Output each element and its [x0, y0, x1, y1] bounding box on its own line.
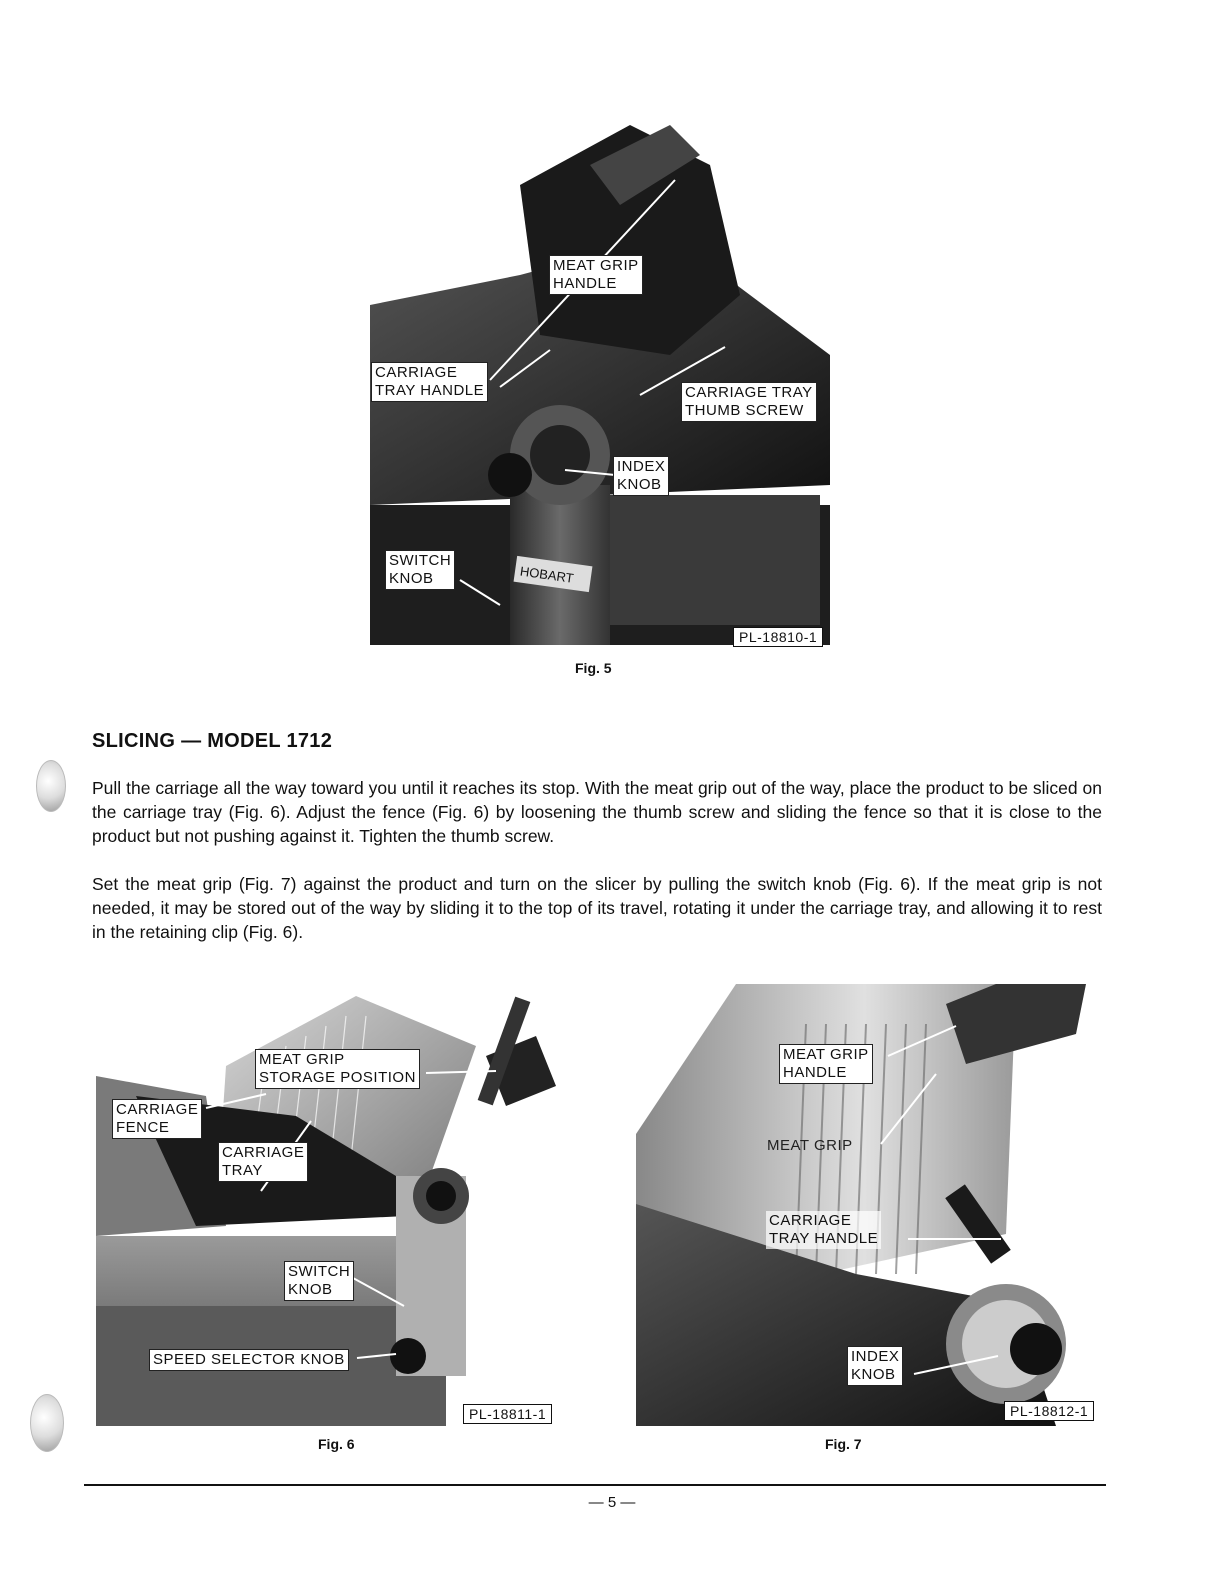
fig6-callout-meat-grip-storage-position: MEAT GRIP STORAGE POSITION [255, 1049, 420, 1089]
fig6-plate-number: PL-18811-1 [463, 1404, 552, 1424]
fig7-callout-meat-grip-handle: MEAT GRIP HANDLE [779, 1044, 873, 1084]
fig5-brand-plate: HOBART [519, 563, 575, 586]
fig5-callout-index-knob: INDEX KNOB [613, 456, 669, 496]
fig7-callout-index-knob: INDEX KNOB [847, 1346, 903, 1386]
page-number: — 5 — [588, 1494, 636, 1511]
fig5-callout-carriage-tray-thumb-screw: CARRIAGE TRAY THUMB SCREW [681, 382, 817, 422]
section-heading: SLICING — MODEL 1712 [92, 730, 333, 752]
paragraph-2: Set the meat grip (Fig. 7) against the product and turn on the slicer by pulling the switch knob (Fig. 6). If the meat grip is not needed, it may be stored out of the way by sliding it to the top of its travel, rotating it under the carriage tray, and allowing it to rest in the retaining clip (Fig. 6). [92, 874, 1102, 942]
fig5-plate-number: PL-18810-1 [733, 627, 823, 647]
binder-hole-bottom [30, 1394, 64, 1452]
fig6-callout-carriage-fence: CARRIAGE FENCE [112, 1099, 202, 1139]
footer-rule [84, 1484, 1106, 1486]
fig5-callout-switch-knob: SWITCH KNOB [385, 550, 455, 590]
binder-hole-top [36, 760, 66, 812]
fig5-caption: Fig. 5 [575, 660, 612, 676]
fig6-callout-switch-knob: SWITCH KNOB [284, 1261, 354, 1301]
fig5-callout-meat-grip-handle: MEAT GRIP HANDLE [549, 255, 643, 295]
fig7-callout-meat-grip: MEAT GRIP [767, 1137, 853, 1154]
fig7-plate-number: PL-18812-1 [1004, 1401, 1094, 1421]
fig7-callout-carriage-tray-handle: CARRIAGE TRAY HANDLE [766, 1211, 881, 1249]
paragraph-1: Pull the carriage all the way toward you until it reaches its stop. With the meat grip out of the way, place the product to be sliced on the carriage tray (Fig. 6). Adjust the fence (Fig. 6) by loosening the thumb screw and sliding the fence so that it is close to the product but not pushing against it. Tighten the thumb screw. [92, 778, 1102, 846]
fig6-callout-carriage-tray: CARRIAGE TRAY [218, 1142, 308, 1182]
fig6-caption: Fig. 6 [318, 1436, 355, 1452]
fig7-caption: Fig. 7 [825, 1436, 862, 1452]
fig6-callout-speed-selector-knob: SPEED SELECTOR KNOB [149, 1349, 349, 1371]
fig5-callout-carriage-tray-handle: CARRIAGE TRAY HANDLE [371, 362, 488, 402]
